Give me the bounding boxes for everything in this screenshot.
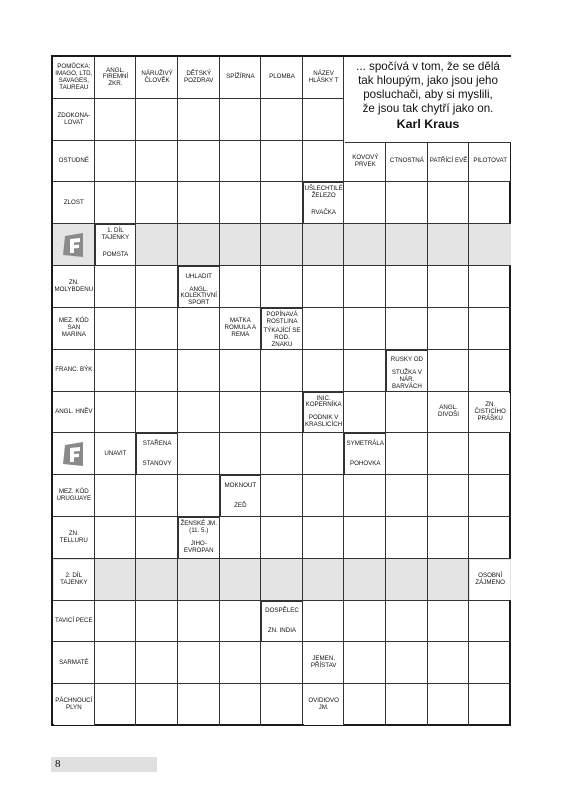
clue-text: STANOVY bbox=[137, 454, 177, 474]
quote-line: že jsou tak chytří jako on. bbox=[362, 102, 494, 115]
clue-text: POMŮCKA: IMAGO, LTD, SAVAGES, TAUREAU bbox=[54, 58, 94, 98]
grid-cell[interactable] bbox=[95, 99, 137, 141]
grid-cell[interactable] bbox=[261, 642, 303, 684]
grid-cell[interactable] bbox=[344, 684, 386, 726]
grid-cell[interactable] bbox=[220, 559, 262, 601]
quote-block bbox=[345, 57, 511, 143]
clue-text: UNAVIT bbox=[96, 434, 136, 474]
grid-cell[interactable] bbox=[178, 684, 220, 726]
grid-cell[interactable] bbox=[428, 308, 470, 350]
grid-cell[interactable] bbox=[428, 517, 470, 559]
grid-cell[interactable] bbox=[469, 684, 511, 726]
clue-text: ZDOKONA-LOVAT bbox=[54, 100, 94, 140]
grid-cell[interactable] bbox=[95, 141, 137, 183]
grid-cell[interactable] bbox=[386, 601, 428, 643]
publisher-logo-icon bbox=[53, 433, 95, 475]
grid-cell[interactable] bbox=[303, 266, 345, 308]
crossword-grid bbox=[51, 55, 511, 726]
grid-cell[interactable] bbox=[344, 601, 386, 643]
grid-cell[interactable] bbox=[95, 684, 137, 726]
clue-text: MOKNOUT bbox=[221, 476, 261, 497]
clue-text: KOVOVÝ PRVEK bbox=[345, 142, 385, 182]
clue-text: DOSPĚLEC bbox=[262, 602, 302, 623]
grid-cell[interactable] bbox=[469, 601, 511, 643]
clue-text: JEMEN. PŘÍSTAV bbox=[304, 643, 344, 683]
clue-text: ANGL. HNĚV bbox=[54, 393, 94, 433]
clue-text: PILOTOVAT bbox=[470, 142, 510, 182]
grid-cell[interactable] bbox=[428, 642, 470, 684]
grid-cell[interactable] bbox=[95, 350, 137, 392]
grid-cell[interactable] bbox=[95, 475, 137, 517]
grid-cell[interactable] bbox=[469, 182, 511, 224]
grid-cell[interactable] bbox=[261, 182, 303, 224]
clue-text: TÝKAJÍCÍ SE ROD. ZNAKU bbox=[263, 327, 301, 349]
grid-cell[interactable] bbox=[136, 266, 178, 308]
grid-cell[interactable] bbox=[220, 224, 262, 266]
grid-cell[interactable] bbox=[469, 475, 511, 517]
clue-text: RVAČKA bbox=[304, 203, 344, 223]
grid-cell[interactable] bbox=[136, 517, 178, 559]
grid-cell[interactable] bbox=[303, 141, 345, 183]
clue-text: PODNIK V KRASLICÍCH bbox=[304, 412, 344, 432]
grid-cell[interactable] bbox=[344, 475, 386, 517]
clue-text: ANGL. DIVOŠI bbox=[429, 393, 469, 433]
quote-line: posluchači, aby si myslili, bbox=[363, 88, 493, 101]
page-number-box bbox=[51, 757, 157, 772]
grid-cell[interactable] bbox=[303, 99, 345, 141]
grid-cell[interactable] bbox=[344, 350, 386, 392]
grid-cell[interactable] bbox=[220, 642, 262, 684]
grid-cell[interactable] bbox=[178, 141, 220, 183]
grid-cell[interactable] bbox=[303, 601, 345, 643]
grid-cell[interactable] bbox=[469, 308, 511, 350]
grid-cell[interactable] bbox=[386, 182, 428, 224]
grid-cell[interactable] bbox=[136, 475, 178, 517]
clue-text: MEZ. KÓD URUGUAYE bbox=[54, 476, 94, 516]
clue-text: MATKA ROMULA A REMA bbox=[221, 309, 261, 349]
grid-cell[interactable] bbox=[178, 642, 220, 684]
grid-cell[interactable] bbox=[386, 392, 428, 434]
clue-text: NÁZEV HLÁSKY T bbox=[304, 58, 344, 98]
grid-cell[interactable] bbox=[386, 684, 428, 726]
grid-cell[interactable] bbox=[261, 224, 303, 266]
clue-text: FRANC. BÝK bbox=[54, 351, 94, 391]
grid-cell[interactable] bbox=[469, 642, 511, 684]
grid-cell[interactable] bbox=[303, 224, 345, 266]
grid-cell[interactable] bbox=[344, 517, 386, 559]
grid-cell[interactable] bbox=[136, 224, 178, 266]
grid-cell[interactable] bbox=[428, 224, 470, 266]
grid-cell[interactable] bbox=[469, 266, 511, 308]
grid-cell[interactable] bbox=[136, 642, 178, 684]
grid-cell[interactable] bbox=[95, 601, 137, 643]
grid-cell[interactable] bbox=[344, 266, 386, 308]
grid-cell[interactable] bbox=[469, 350, 511, 392]
grid-cell[interactable] bbox=[136, 559, 178, 601]
grid-cell[interactable] bbox=[178, 392, 220, 434]
grid-cell[interactable] bbox=[220, 392, 262, 434]
grid-cell[interactable] bbox=[220, 99, 262, 141]
clue-text: POMSTA bbox=[96, 245, 136, 265]
clue-text: JIHO-EVROPAN bbox=[179, 538, 219, 558]
grid-cell[interactable] bbox=[469, 433, 511, 475]
grid-cell[interactable] bbox=[428, 350, 470, 392]
grid-cell[interactable] bbox=[261, 350, 303, 392]
grid-cell[interactable] bbox=[95, 642, 137, 684]
grid-cell[interactable] bbox=[386, 224, 428, 266]
grid-cell[interactable] bbox=[178, 308, 220, 350]
grid-cell[interactable] bbox=[386, 517, 428, 559]
grid-cell[interactable] bbox=[303, 475, 345, 517]
clue-text: INIC. KOPERNÍKA bbox=[304, 393, 344, 414]
grid-cell[interactable] bbox=[386, 642, 428, 684]
grid-cell[interactable] bbox=[178, 601, 220, 643]
grid-cell[interactable] bbox=[178, 224, 220, 266]
grid-cell[interactable] bbox=[95, 266, 137, 308]
grid-cell[interactable] bbox=[178, 99, 220, 141]
clue-text: DĚTSKÝ POZDRAV bbox=[179, 58, 219, 98]
grid-cell[interactable] bbox=[386, 308, 428, 350]
grid-cell[interactable] bbox=[344, 392, 386, 434]
grid-cell[interactable] bbox=[95, 517, 137, 559]
page-number: 8 bbox=[55, 758, 61, 770]
grid-cell[interactable] bbox=[220, 684, 262, 726]
clue-text: PÁCHNOUCÍ PLYN bbox=[54, 685, 94, 725]
grid-cell[interactable] bbox=[178, 182, 220, 224]
clue-text: PATŘÍCÍ EVĚ bbox=[429, 142, 469, 182]
grid-cell[interactable] bbox=[178, 559, 220, 601]
grid-cell[interactable] bbox=[95, 182, 137, 224]
grid-cell[interactable] bbox=[220, 141, 262, 183]
grid-cell[interactable] bbox=[178, 475, 220, 517]
grid-cell[interactable] bbox=[303, 350, 345, 392]
grid-cell[interactable] bbox=[136, 684, 178, 726]
grid-cell[interactable] bbox=[220, 517, 262, 559]
clue-text: TAVICÍ PECE bbox=[54, 602, 94, 642]
grid-cell[interactable] bbox=[469, 224, 511, 266]
grid-cell[interactable] bbox=[261, 433, 303, 475]
grid-cell[interactable] bbox=[136, 99, 178, 141]
grid-cell[interactable] bbox=[261, 141, 303, 183]
grid-cell[interactable] bbox=[136, 182, 178, 224]
grid-cell[interactable] bbox=[220, 182, 262, 224]
grid-cell[interactable] bbox=[136, 392, 178, 434]
grid-cell[interactable] bbox=[344, 308, 386, 350]
grid-cell[interactable] bbox=[428, 684, 470, 726]
grid-cell[interactable] bbox=[178, 433, 220, 475]
grid-cell[interactable] bbox=[386, 433, 428, 475]
grid-cell[interactable] bbox=[303, 308, 345, 350]
clue-text: SYMETRÁLA bbox=[345, 434, 385, 455]
grid-cell[interactable] bbox=[428, 559, 470, 601]
grid-cell[interactable] bbox=[386, 559, 428, 601]
grid-cell[interactable] bbox=[136, 350, 178, 392]
grid-cell[interactable] bbox=[303, 433, 345, 475]
grid-cell[interactable] bbox=[261, 684, 303, 726]
grid-cell[interactable] bbox=[344, 224, 386, 266]
grid-cell[interactable] bbox=[428, 182, 470, 224]
grid-cell[interactable] bbox=[344, 559, 386, 601]
grid-cell[interactable] bbox=[303, 517, 345, 559]
clue-text: ZN. TELLURU bbox=[54, 518, 94, 558]
quote-author: Karl Kraus bbox=[396, 117, 460, 131]
grid-cell[interactable] bbox=[261, 266, 303, 308]
clue-text: SARMATÉ bbox=[54, 643, 94, 683]
grid-cell[interactable] bbox=[469, 517, 511, 559]
grid-cell[interactable] bbox=[386, 266, 428, 308]
clue-text: ANGL. FIREMNÍ ZKR. bbox=[96, 58, 136, 98]
grid-cell[interactable] bbox=[428, 601, 470, 643]
grid-cell[interactable] bbox=[178, 350, 220, 392]
grid-cell[interactable] bbox=[428, 433, 470, 475]
grid-cell[interactable] bbox=[428, 266, 470, 308]
clue-text: STAŘENA bbox=[137, 434, 177, 455]
grid-cell[interactable] bbox=[261, 559, 303, 601]
quote-line: tak hloupým, jako jsou jeho bbox=[358, 74, 498, 87]
clue-text: POHOVKA bbox=[345, 454, 385, 474]
clue-text: 2. DÍL TAJENKY bbox=[54, 560, 94, 600]
grid-cell[interactable] bbox=[95, 392, 137, 434]
grid-cell[interactable] bbox=[261, 517, 303, 559]
clue-text: SPÍŽÍRNA bbox=[221, 58, 261, 98]
clue-text: PLOMBA bbox=[262, 58, 302, 98]
grid-cell[interactable] bbox=[344, 182, 386, 224]
clue-text: UHLADIT bbox=[179, 267, 219, 288]
grid-cell[interactable] bbox=[220, 433, 262, 475]
clue-text: ZN. MOLYBDENU bbox=[54, 267, 94, 307]
clue-text: ANGL. KOLEKTIVNÍ SPORT bbox=[180, 285, 217, 307]
grid-cell[interactable] bbox=[220, 601, 262, 643]
clue-text: NÁRUŽIVÝ ČLOVĚK bbox=[137, 58, 177, 98]
grid-cell[interactable] bbox=[344, 642, 386, 684]
grid-cell[interactable] bbox=[428, 475, 470, 517]
clue-text: STUŽKA V NÁR. BARVÁCH bbox=[387, 371, 427, 391]
grid-cell[interactable] bbox=[261, 475, 303, 517]
clue-text: CTNOSTNÁ bbox=[387, 142, 427, 182]
grid-cell[interactable] bbox=[136, 308, 178, 350]
clue-text: OSOBNÍ ZÁJMENO bbox=[470, 560, 510, 600]
grid-cell[interactable] bbox=[136, 601, 178, 643]
grid-cell[interactable] bbox=[136, 141, 178, 183]
clue-text: 1. DÍL TAJENKY bbox=[96, 225, 136, 246]
grid-cell[interactable] bbox=[95, 559, 137, 601]
clue-text: OVIDIOVO JM. bbox=[304, 685, 344, 725]
quote-line: ... spočívá v tom, že se dělá bbox=[356, 60, 500, 73]
clue-text: ZN. INDIA bbox=[262, 621, 302, 641]
clue-text: ZLOST bbox=[54, 183, 94, 223]
clue-text: MEZ. KÓD SAN MARINA bbox=[54, 309, 94, 349]
grid-cell[interactable] bbox=[220, 350, 262, 392]
clue-text: POPÍNAVÁ ROSTLINA bbox=[262, 309, 302, 330]
grid-cell[interactable] bbox=[303, 559, 345, 601]
clue-text: ZEĎ bbox=[221, 496, 261, 516]
grid-cell[interactable] bbox=[95, 308, 137, 350]
clue-text: UŠLECHTILÉ ŽELEZO bbox=[304, 183, 344, 204]
grid-cell[interactable] bbox=[261, 99, 303, 141]
clue-text: OSTUDNÉ bbox=[54, 142, 94, 182]
clue-text: ŽENSKÉ JM. (11. 5.) bbox=[179, 518, 219, 539]
grid-cell[interactable] bbox=[220, 266, 262, 308]
publisher-logo-icon bbox=[53, 224, 95, 266]
clue-text: RUSKY OD bbox=[387, 351, 427, 372]
grid-cell[interactable] bbox=[261, 392, 303, 434]
clue-text: ZN. ČISTICÍHO PRÁŠKU bbox=[470, 393, 510, 433]
grid-cell[interactable] bbox=[386, 475, 428, 517]
